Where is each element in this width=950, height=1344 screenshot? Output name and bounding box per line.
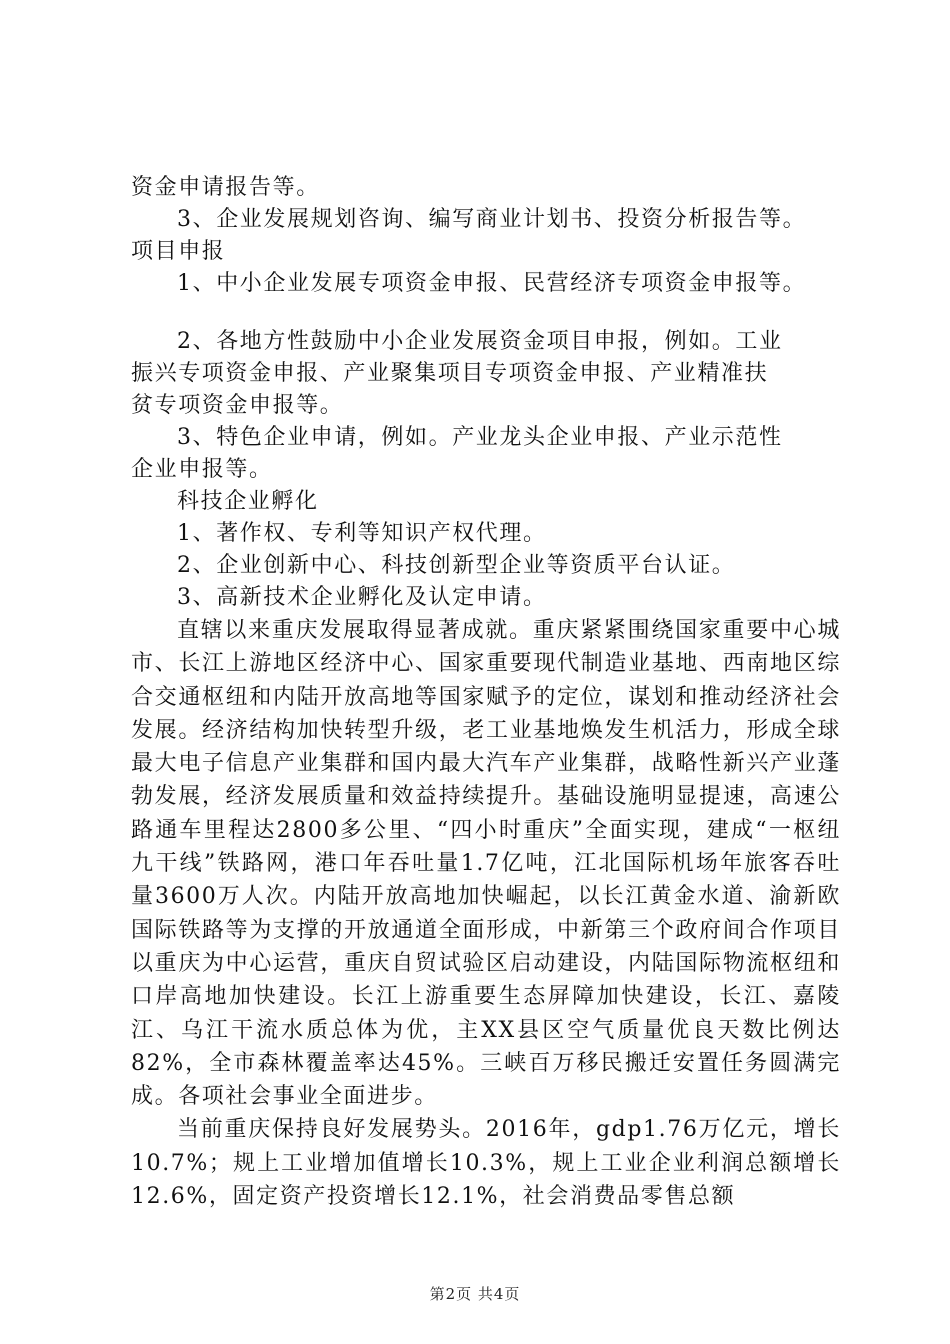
page-footer: 第2页 共4页	[429, 1285, 521, 1303]
list-item: 3、高新技术企业孵化及认定申请。	[177, 585, 547, 610]
list-item: 1、著作权、专利等知识产权代理。	[177, 521, 547, 546]
paragraph: 当前重庆保持良好发展势头。2016年，gdp1.76万亿元，增长10.7%；规上工业增加值增长10.3%，规上工业企业利润总额增长12.6%，固定资产投资增长12.1%，社会消费品零售总额	[131, 1117, 841, 1210]
list-item: 2、各地方性鼓励中小企业发展资金项目申报，例如。工业	[177, 329, 783, 354]
text-line: 企业申报等。	[131, 457, 273, 482]
blank-gap	[131, 300, 841, 326]
text-line: 资金申请报告等。	[131, 175, 320, 200]
section-heading: 项目申报	[131, 239, 226, 264]
text-line: 振兴专项资金申报、产业聚集项目专项资金申报、产业精准扶	[131, 361, 769, 386]
list-item: 3、特色企业申请，例如。产业龙头企业申报、产业示范性	[177, 425, 783, 450]
list-item: 3、企业发展规划咨询、编写商业计划书、投资分析报告等。	[177, 207, 807, 232]
paragraph: 直辖以来重庆发展取得显著成就。重庆紧紧围绕国家重要中心城市、长江上游地区经济中心、国家重要现代制造业基地、西南地区综合交通枢纽和内陆开放高地等国家赋予的定位，谋划和推动经济社会发展。经济结构加快转型升级，老工业基地焕发生机活力，形成全球最大电子信息产业集群和国内最大汽车产业集群，战略性新兴产业蓬勃发展，经济发展质量和效益持续提升。基础设施明显提速，高速公路通车里程达2800多公里、“四小时重庆”全面实现，建成“一枢纽九干线”铁路网，港口年吞吐量1.7亿吨，江北国际机场年旅客吞吐量3600万人次。内陆开放高地加快崛起，以长江黄金水道、渝新欧国际铁路等为支撑的开放通道全面形成，中新第三个政府间合作项目以重庆为中心运营，重庆自贸试验区启动建设，内陆国际物流枢纽和口岸高地加快建设。长江上游重要生态屏障加快建设，长江、嘉陵江、乌江干流水质总体为优，主XX县区空气质量优良天数比例达82%，全市森林覆盖率达45%。三峡百万移民搬迁安置任务圆满完成。各项社会事业全面进步。	[131, 618, 841, 1110]
list-item: 1、中小企业发展专项资金申报、民营经济专项资金申报等。	[177, 271, 807, 296]
list-item: 2、企业创新中心、科技创新型企业等资质平台认证。	[177, 553, 736, 578]
text-line: 贫专项资金申报等。	[131, 393, 344, 418]
section-heading: 科技企业孵化	[177, 489, 319, 514]
document-body	[131, 172, 841, 1213]
